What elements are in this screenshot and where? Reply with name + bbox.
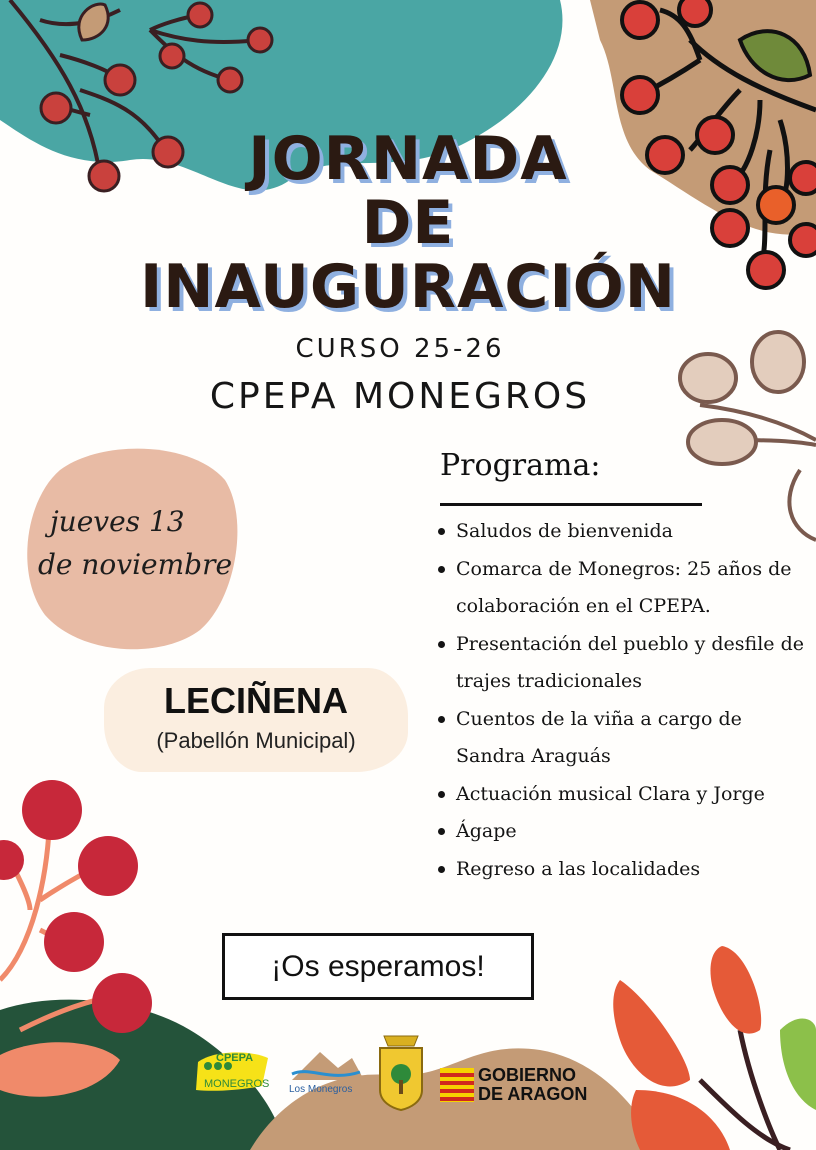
program-item: Saludos de bienvenida xyxy=(438,513,810,551)
title-line-1: JORNADA xyxy=(248,124,568,194)
location-venue: (Pabellón Municipal) xyxy=(156,728,356,753)
aragon-flag-icon xyxy=(440,1068,474,1102)
school-name: CPEPA MONEGROS xyxy=(209,376,591,417)
program-item: Comarca de Monegros: 25 años de colaboración en el CPEPA. xyxy=(438,551,810,626)
course-label: CURSO 25-26 xyxy=(295,334,505,364)
program-item: Presentación del pueblo y desfile de trajes tradicionales xyxy=(438,626,810,701)
location-name: LECIÑENA xyxy=(163,680,348,721)
cta-box: ¡Os esperamos! xyxy=(222,933,534,1000)
gobierno-logo-line-2: DE ARAGON xyxy=(478,1084,588,1104)
program-heading: Programa: xyxy=(440,448,601,483)
program-item: Ágape xyxy=(438,813,810,851)
program-item: Actuación musical Clara y Jorge xyxy=(438,776,810,814)
leciñena-coat-of-arms-icon xyxy=(380,1036,422,1110)
comarca-logo-text: Los Monegros xyxy=(289,1084,353,1095)
program-item: Regreso a las localidades xyxy=(438,851,810,889)
date-line-1: jueves 13 xyxy=(50,505,185,538)
cpepa-logo-line-1: CPEPA xyxy=(216,1052,254,1064)
title-line-3: INAUGURACIÓN xyxy=(139,252,677,322)
cpepa-logo-line-2: MONEGROS xyxy=(204,1078,270,1090)
program-item: Cuentos de la viña a cargo de Sandra Araguás xyxy=(438,701,810,776)
title-line-2: DE xyxy=(361,188,455,258)
gobierno-logo-line-1: GOBIERNO xyxy=(478,1065,577,1085)
date-line-2: de noviembre xyxy=(38,548,233,581)
